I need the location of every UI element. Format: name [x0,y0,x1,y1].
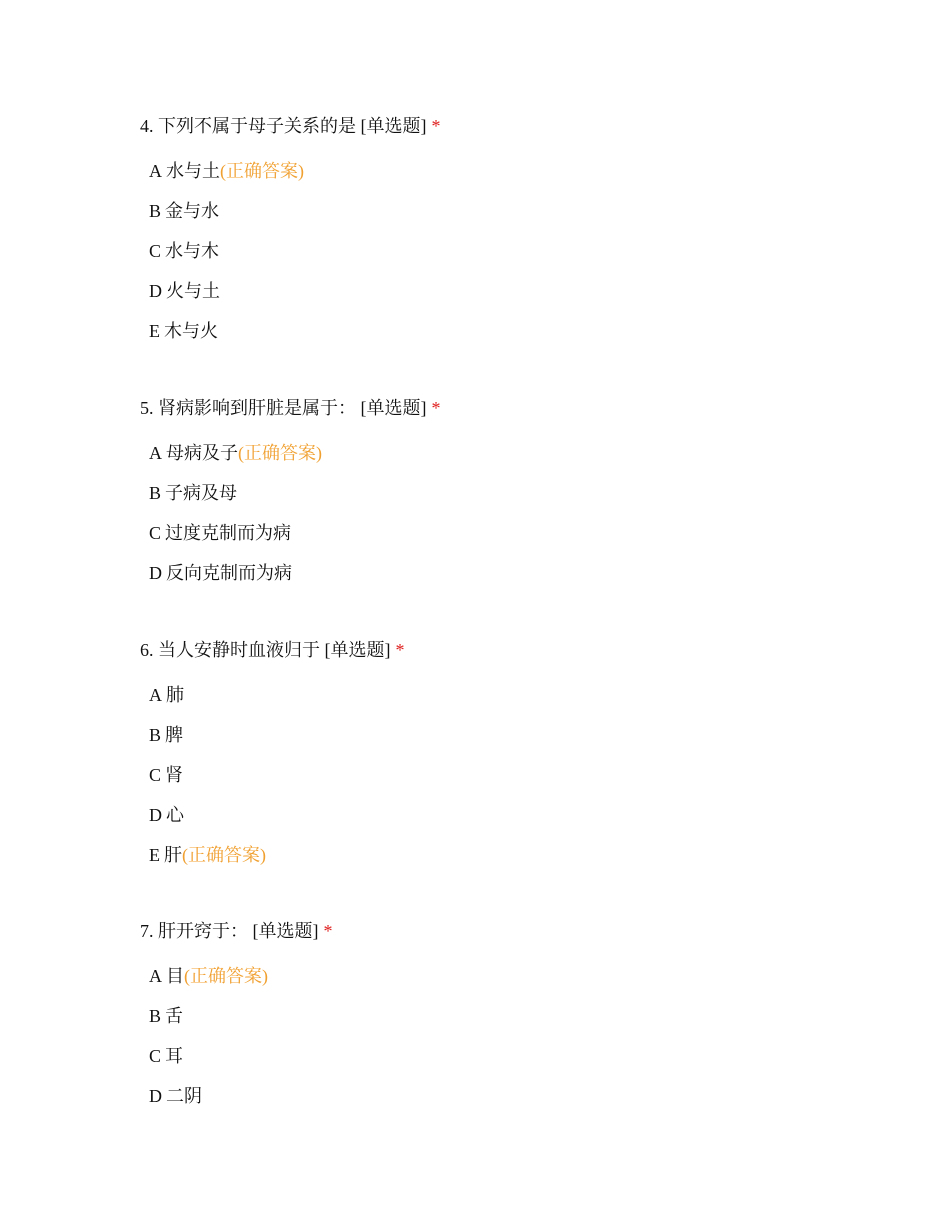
option-text: 过度克制而为病 [165,523,292,543]
question-6 [140,638,840,883]
option-list [140,683,840,867]
option-letter: D [149,1086,162,1106]
option-text: 子病及母 [165,483,238,503]
option-c[interactable] [149,521,840,545]
option-a[interactable] [149,964,840,988]
option-letter: C [149,1046,162,1066]
option-a[interactable] [149,683,840,707]
option-letter: E [149,845,160,865]
option-text: 水与木 [165,241,220,261]
required-marker: * [431,398,441,418]
option-letter: B [149,1006,162,1026]
option-b[interactable] [149,1004,840,1028]
option-letter: D [149,281,162,301]
question-title [140,919,840,943]
option-d[interactable] [149,279,840,303]
option-text: 二阴 [166,1086,202,1106]
question-4 [140,114,840,359]
question-title [140,114,840,138]
option-text: 肝 [164,845,182,865]
question-7 [140,919,840,1124]
correct-answer-note: (正确答案) [220,161,304,181]
correct-answer-note: (正确答案) [184,966,268,986]
option-letter: A [149,443,162,463]
question-text: 4. 下列不属于母子关系的是 [单选题] [140,116,427,136]
option-letter: C [149,765,162,785]
option-letter: E [149,321,160,341]
option-d[interactable] [149,561,840,585]
option-letter: C [149,241,162,261]
option-letter: B [149,201,162,221]
option-c[interactable] [149,763,840,787]
option-c[interactable] [149,239,840,263]
option-list [140,441,840,585]
option-text: 水与土 [166,161,220,181]
option-c[interactable] [149,1044,840,1068]
option-b[interactable] [149,199,840,223]
option-letter: A [149,161,162,181]
option-text: 目 [166,966,184,986]
option-letter: D [149,563,162,583]
option-text: 脾 [165,725,184,745]
option-text: 反向克制而为病 [166,563,292,583]
option-a[interactable] [149,159,840,183]
correct-answer-note: (正确答案) [238,443,322,463]
option-list [140,159,840,343]
option-text: 金与水 [165,201,220,221]
option-letter: A [149,685,162,705]
option-e[interactable] [149,319,840,343]
correct-answer-note: (正确答案) [182,845,266,865]
question-5 [140,396,840,601]
required-marker: * [431,116,441,136]
option-text: 火与土 [166,281,220,301]
option-text: 舌 [165,1006,184,1026]
option-letter: B [149,483,162,503]
option-d[interactable] [149,1084,840,1108]
option-letter: D [149,805,162,825]
required-marker: * [395,640,405,660]
option-text: 母病及子 [166,443,238,463]
question-title [140,638,840,662]
option-letter: A [149,966,162,986]
option-text: 肾 [165,765,184,785]
required-marker: * [323,921,333,941]
option-b[interactable] [149,723,840,747]
option-text: 木与火 [164,321,218,341]
option-list [140,964,840,1108]
option-text: 心 [166,805,184,825]
option-d[interactable] [149,803,840,827]
option-text: 耳 [165,1046,184,1066]
option-e[interactable] [149,843,840,867]
question-text: 7. 肝开窍于： [单选题] [140,921,319,941]
question-text: 5. 肾病影响到肝脏是属于： [单选题] [140,398,427,418]
option-a[interactable] [149,441,840,465]
option-letter: B [149,725,162,745]
option-letter: C [149,523,162,543]
question-text: 6. 当人安静时血液归于 [单选题] [140,640,391,660]
option-b[interactable] [149,481,840,505]
question-title [140,396,840,420]
option-text: 肺 [166,685,184,705]
